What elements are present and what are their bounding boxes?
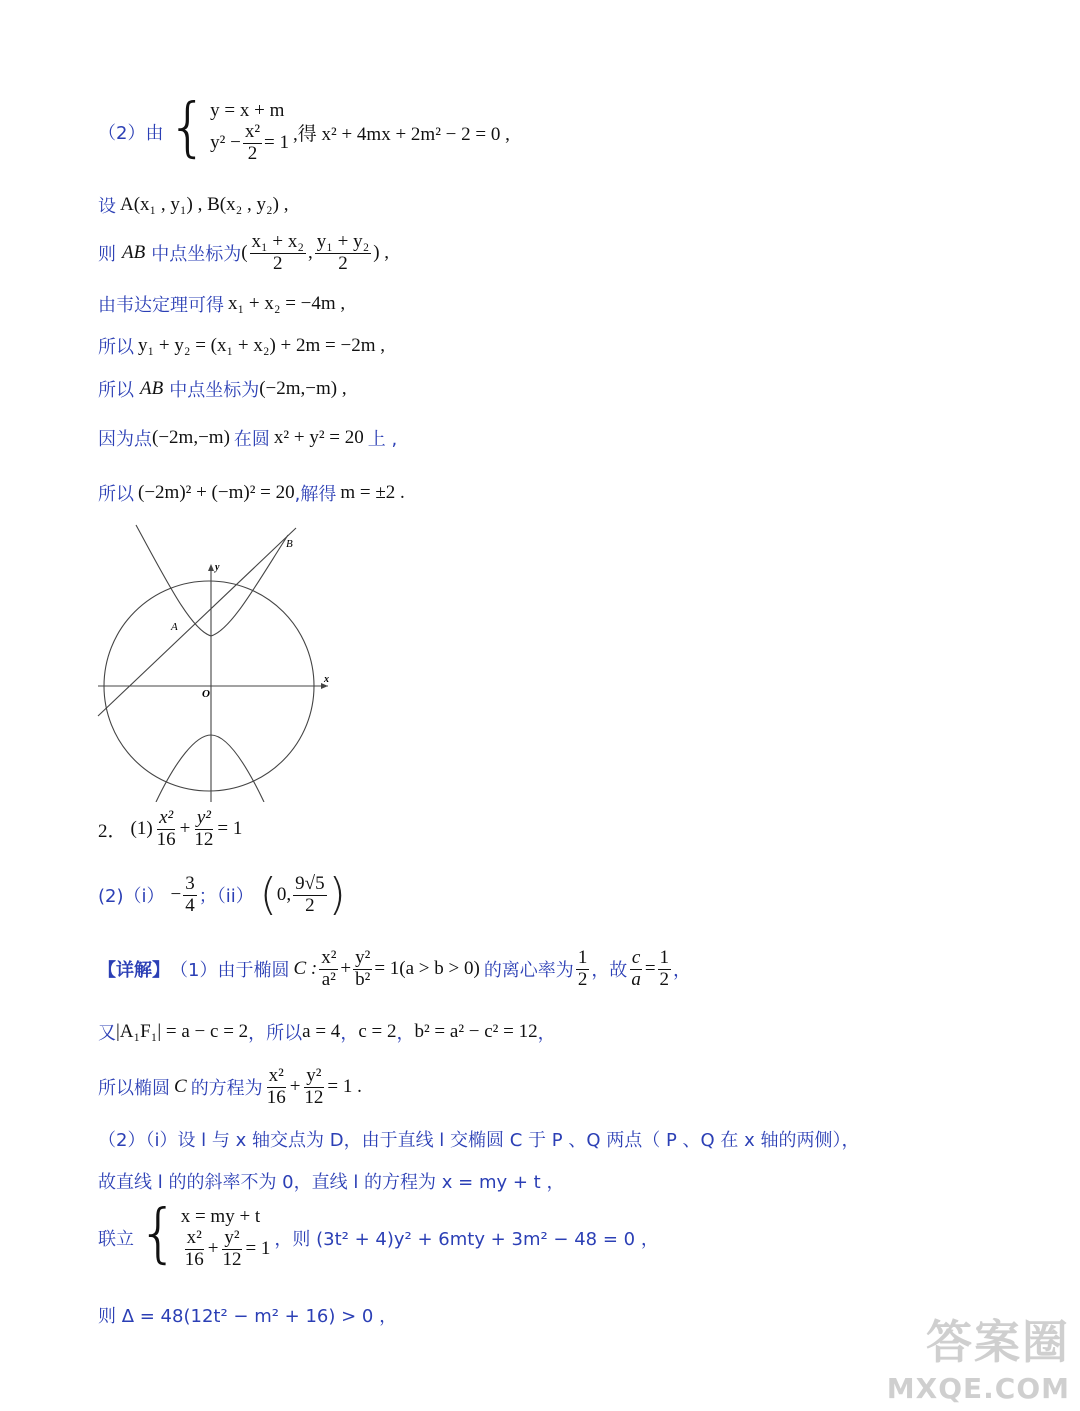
detail-system (138, 1197, 271, 1271)
detail-line3 (98, 1066, 362, 1109)
detail-d6-y: y² (224, 1227, 240, 1248)
detail-frac-x: x² (321, 947, 337, 968)
ans-neg: − (170, 884, 182, 905)
ans-frac3-num: 3 (185, 872, 195, 894)
line-midpoint: 则 AB 中点坐标为 ( $\frac{\text{x₁ + x₂}}{2}$ , $\frac{\text{y₁ + y₂}}{2}$ ) , (98, 231, 390, 274)
line-circle (98, 425, 397, 451)
detail-d3-eq: = 1 . (327, 1076, 362, 1098)
line-so-midpoint (98, 376, 347, 402)
watermark (887, 1306, 1070, 1405)
watermark-top: 答案圈 (926, 1315, 1070, 1369)
ans-frac1-num: x² (159, 807, 174, 828)
detail-d2-a: 又 (98, 1023, 116, 1044)
detail-d3-eqof: 的方程为 (190, 1078, 263, 1100)
detail-d3-a: 所以椭圆 (98, 1078, 170, 1100)
detail-d3-c: C (174, 1076, 187, 1098)
text-solve: ,解得 (294, 484, 337, 505)
hyperbola-lower-branch (156, 735, 264, 802)
math-midpoint-value: (−2m,−m) , (259, 378, 347, 399)
left-brace-icon-2: { (138, 1197, 179, 1271)
ans-frac2-den: 12 (194, 828, 214, 850)
text-because: 因为点 (98, 429, 152, 450)
part2-system-line (98, 91, 510, 165)
line-vieta (98, 291, 345, 317)
detail-d3-plus: + (289, 1076, 301, 1098)
detail-d6-a: 联立 (98, 1229, 134, 1251)
ans-sep: ；（ii） (198, 886, 254, 907)
math-ab: AB (122, 242, 146, 264)
ans-point-x: 0, (276, 884, 292, 905)
detail-d3-12: 12 (304, 1086, 324, 1108)
question-number: 2． (98, 820, 127, 842)
math-circle: x² + y² = 20 (273, 427, 364, 448)
text-midpoint-2: 中点坐标为 (169, 380, 260, 401)
y-arrow-icon (208, 564, 214, 571)
detail-tag: 【详解】 (98, 960, 170, 982)
math-point: (−2m,−m) (152, 427, 230, 448)
detail-frac-c: c (631, 947, 641, 968)
detail-d7: 则 Δ = 48(12t² − m² + 16) > 0 ， (98, 1306, 398, 1327)
label-a: A (171, 621, 178, 633)
left-brace-icon: { (167, 91, 209, 165)
detail-d1-c: C : (293, 958, 318, 980)
detail-d6-eq2: = 1 (245, 1238, 271, 1260)
detail-d1-eq: = (644, 958, 656, 980)
line-solve (98, 480, 405, 506)
detail-d1-cond: = 1(a > b > 0) (374, 958, 480, 980)
detail-d1-so: ，故 (591, 960, 628, 982)
detail-d2-g: ， (396, 1023, 415, 1044)
line-so-sum (98, 333, 385, 359)
ans-frac4-den: 2 (305, 894, 315, 916)
detail-d6-eq1: x = my + t (180, 1206, 261, 1227)
detail-d3-16: 16 (266, 1086, 286, 1108)
detail-line2 (98, 1019, 556, 1045)
ans-plus: + (179, 818, 191, 840)
detail-d1-ecc: 的离心率为 (483, 960, 574, 982)
text-so3: 所以 (98, 484, 134, 505)
text-so1: 所以 (98, 337, 134, 358)
detail-frac-b: b² (355, 968, 371, 990)
line-set-points (98, 192, 288, 218)
detail-line1 (98, 948, 691, 991)
detail-frac-1b: 1 (659, 947, 670, 968)
text-so2: 所以 (98, 380, 134, 401)
answer2-line2: (2)（i） − $\frac{3}{4}$ ；（ii） ( 0, $\frac{9√5}{2}$ ) (98, 869, 346, 920)
math-m-value: m = ±2 . (340, 482, 405, 503)
part2-prefix: （2）由 (98, 123, 164, 145)
detail-d6-12: 12 (222, 1248, 242, 1270)
text-on: 上 , (367, 429, 398, 450)
detail-frac-2b: 2 (659, 968, 670, 990)
hyperbola-circle-figure (96, 520, 336, 802)
watermark-bottom: MXQE.COM (886, 1372, 1070, 1405)
detail-d3-y: y² (306, 1065, 322, 1086)
system-eq1: y = x + m (210, 100, 285, 121)
math-ysum: y₁ + y₂ = (x₁ + x₂) + 2m = −2m , (138, 335, 385, 356)
ans-frac3-den: 4 (185, 894, 195, 916)
system-eq2-num: x² (244, 121, 261, 142)
answer-part1: (1) (130, 818, 153, 840)
system-eq2-b: = 1 (264, 132, 290, 154)
math-vieta: x₁ + x₂ = −4m , (228, 293, 346, 314)
detail-d1-a: （1）由于椭圆 (170, 960, 290, 982)
detail-d6-x: x² (186, 1227, 202, 1248)
math-points: A(x₁ , y₁) , B(x₂ , y₂) , (120, 194, 289, 215)
detail-d2-h: b² = a² − c² = 12 (414, 1021, 538, 1042)
answer2-line1 (98, 808, 242, 851)
detail-d5: 故直线 l 的的斜率不为 0，直线 l 的方程为 x = my + t ， (98, 1172, 565, 1193)
detail-d2-d: a = 4 (302, 1021, 341, 1042)
detail-d6-plus: + (207, 1238, 219, 1260)
math-ab-2: AB (140, 378, 164, 399)
ans-eq: = 1 (217, 818, 243, 840)
label-b: B (286, 538, 293, 550)
detail-line5 (98, 1168, 564, 1194)
detail-d2-f: c = 2 (358, 1021, 397, 1042)
ans-frac4-num: 9√5 (295, 872, 325, 894)
ans-frac1-den: 16 (156, 828, 176, 850)
detail-frac-y: y² (355, 947, 371, 968)
detail-line4 (98, 1126, 860, 1152)
frac-y-den: 2 (338, 252, 348, 274)
text-midpoint: 中点坐标为 (151, 244, 242, 266)
label-y: y (215, 562, 220, 573)
detail-d3-x: x² (268, 1065, 284, 1086)
text-on-circle: 在圆 (233, 429, 270, 450)
detail-frac-1: 1 (577, 947, 588, 968)
math-solve-eq: (−2m)² + (−m)² = 20 (138, 482, 295, 503)
system-eq2-den: 2 (247, 142, 258, 164)
system-eq2-a: y² − (210, 132, 241, 154)
text-vieta: 由韦达定理可得 (98, 295, 224, 316)
ans-frac2-num: y² (196, 807, 211, 828)
detail-plus: + (340, 958, 352, 980)
frac-x-den: 2 (273, 252, 283, 274)
detail-line7 (98, 1302, 397, 1328)
detail-d2-c: ，所以 (248, 1023, 303, 1044)
part2-result: ,得 x² + 4mx + 2m² − 2 = 0 , (293, 123, 510, 145)
detail-frac-a2: a (631, 968, 641, 990)
detail-d2-i: ， (537, 1023, 556, 1044)
detail-line6 (98, 1197, 659, 1271)
detail-d4: （2）（i）设 l 与 x 轴交点为 D，由于直线 l 交椭圆 C 于 P 、Q 两点（ P 、Q 在 x 轴的两侧）， (98, 1130, 860, 1151)
label-x: x (324, 674, 329, 685)
detail-d2-e: ， (340, 1023, 359, 1044)
detail-frac-2: 2 (577, 968, 588, 990)
label-o: O (202, 688, 210, 700)
text-set: 设 (98, 196, 116, 217)
detail-d1-end: ， (673, 960, 692, 982)
detail-d6-b: ，则 (3t² + 4)y² + 6mty + 3m² − 48 = 0 ， (274, 1229, 659, 1251)
detail-d2-b: |A₁F₁| = a − c = 2 (116, 1021, 249, 1042)
text-then: 则 (98, 244, 116, 266)
equation-system (167, 91, 290, 165)
line-ab (98, 528, 296, 716)
detail-d6-16: 16 (184, 1248, 204, 1270)
detail-frac-a: a² (321, 968, 336, 990)
frac-y-num: y₁ + y₂ (316, 231, 370, 252)
frac-x-num: x₁ + x₂ (251, 231, 305, 252)
answer-part2: (2)（i） (98, 886, 165, 907)
